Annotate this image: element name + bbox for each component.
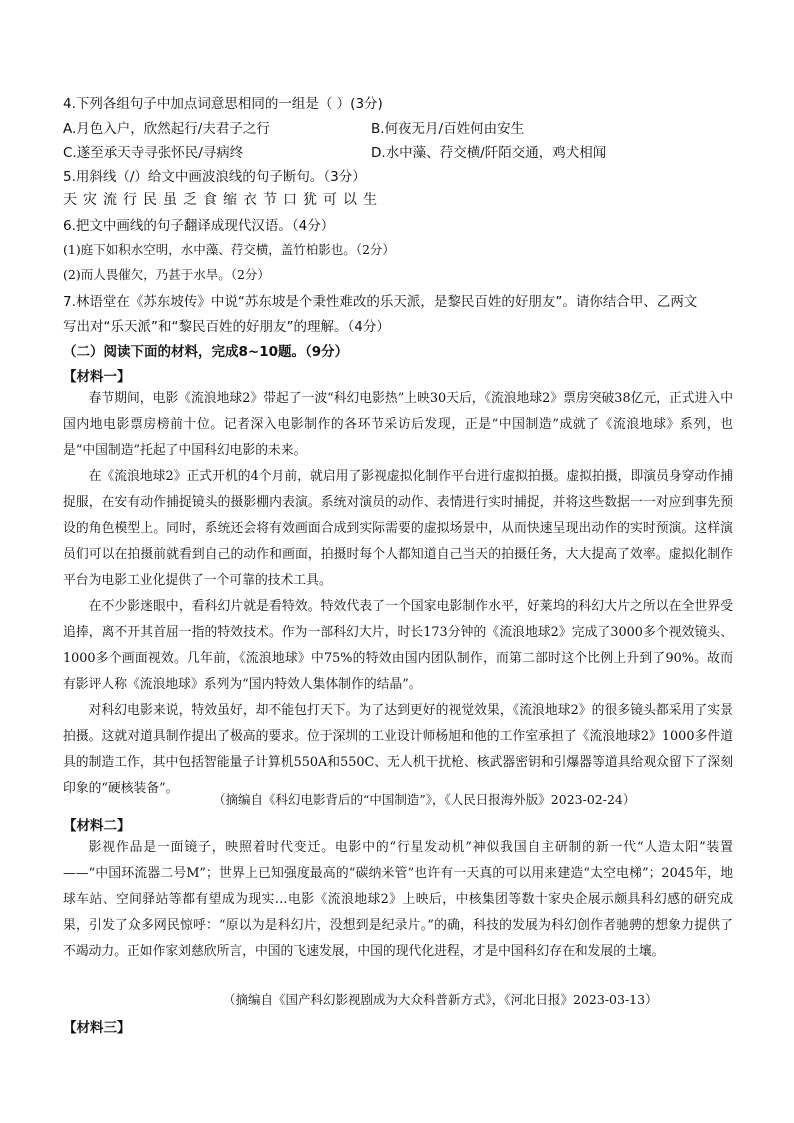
material-2-body <box>63 835 733 965</box>
question-6-stem: 6.把文中画线的句子翻译成现代汉语。（4分） <box>63 218 335 234</box>
question-4-stem: 4.下列各组句子中加点词意思相同的一组是（ ）(3分) <box>63 96 383 112</box>
material-1-paragraph-1: 春节期间，电影《流浪地球2》带起了一波“科幻电影热”上映30天后，《流浪地球2》票房突破38亿元，正式进入中国内地电影票房榜前十位。记者深入电影制作的各环节采访后发现，正是“中国制造”成就了《流浪地球》系列，也是“中国制造”托起了中国科幻电影的未来。 <box>63 391 733 458</box>
material-1-source: （摘编自《科幻电影背后的“中国制造”》，《人民日报海外版》2023-02-24） <box>213 792 636 807</box>
question-6-item-2: (2)而人畏催欠，乃甚于水旱。（2分） <box>63 267 270 282</box>
material-2-label: 【材料二】 <box>63 818 131 834</box>
material-1-paragraph-3: 在不少影迷眼中，看科幻片就是看特效。特效代表了一个国家电影制作水平，好莱坞的科幻大片之所以在全世界受追捧，离不开其首屈一指的特效技术。作为一部科幻大片，时长173分钟的《流浪地球2》完成了3000多个视效镜头、1000多个画面视效。几年前，《流浪地球》中75%的特效由国内团队制作，而第二部时这个比例上升到了90%。故而有影评人称《流浪地球》系列为“国内特效人集体制作的结晶”。 <box>63 599 733 692</box>
question-5-sentence: 天灾流行民虽乏食缩衣节口犹可以生 <box>63 192 383 208</box>
material-1-paragraph-4: 对科幻电影来说，特效虽好，却不能包打天下。为了达到更好的视觉效果，《流浪地球2》的很多镜头都采用了实景拍摄。这就对道具制作提出了极高的要求。位于深圳的工业设计师杨旭和他的工作室承担了《流浪地球2》1000多件道具的制造工作，其中包括智能量子计算机550A和550C、无人机干扰枪、核武器密钥和引爆器等道具给观众留下了深刻印象的“硬核装备”。 <box>63 703 733 796</box>
material-1-body <box>63 386 733 802</box>
section-2-heading: （二）阅读下面的材料，完成8~10题。（9分） <box>63 344 349 360</box>
material-1-label: 【材料一】 <box>63 369 131 385</box>
question-4-option-a: A.月色入户，欣然起行/夫君子之行 <box>63 121 270 137</box>
material-3-label: 【材料三】 <box>63 1020 131 1036</box>
question-4-option-c: C.遂至承天寺寻张怀民/寻病终 <box>63 145 244 161</box>
question-7-line-1: 7.林语堂在《苏东坡传》中说“苏东坡是个秉性难改的乐天派，是黎民百姓的好朋友”。请你结合甲、乙两文 <box>63 294 698 310</box>
question-7-line-2: 写出对“乐天派”和“黎民百姓的好朋友”的理解。（4分） <box>63 319 390 335</box>
material-2-source: （摘编自《国产科幻影视剧成为大众科普新方式》，《河北日报》2023-03-13） <box>223 992 658 1007</box>
question-4-option-b: B.何夜无月/百姓何由安生 <box>371 121 525 137</box>
material-1-paragraph-2: 在《流浪地球2》正式开机的4个月前，就启用了影视虚拟化制作平台进行虚拟拍摄。虚拟拍摄，即演员身穿动作捕捉服，在安有动作捕捉镜头的摄影棚内表演。系统对演员的动作、表情进行实时捕捉，并将这些数据一一对应到事先预设的角色模型上。同时，系统还会将有效画面合成到实际需要的虚拟场景中，从而快速呈现出动作的实时预演。这样演员们可以在拍摄前就看到自己的动作和画面，拍摄时每个人都知道自己当天的拍摄任务，大大提高了效率。虚拟化制作平台为电影工业化提供了一个可靠的技术工具。 <box>63 469 733 588</box>
question-6-item-1: (1)庭下如积水空明，水中藻、荇交横，盖竹柏影也。（2分） <box>63 242 395 257</box>
question-4-option-d: D.水中藻、荇交横/阡陌交通，鸡犬相闻 <box>371 145 607 161</box>
material-2-paragraph-1: 影视作品是一面镜子，映照着时代变迁。电影中的“行星发动机”神似我国自主研制的新一代“人造太阳”装置——“中国环流器二号M”；世界上已知强度最高的“碳纳米管”也许有一天真的可以用来建造“太空电梯”；2045年，地球车站、空间驿站等都有望成为现实…电影《流浪地球2》上映后，中核集团等数十家央企展示颇具科幻感的研究成果，引发了众多网民惊呼：“原以为是科幻片，没想到是纪录片。”的确，科技的发展为科幻创作者驰骋的想象力提供了不竭动力。正如作家刘慈欣所言，中国的飞速发展，中国的现代化进程，才是中国科幻存在和发展的土壤。 <box>63 840 733 959</box>
question-5-stem: 5.用斜线（/）给文中画波浪线的句子断句。（3分） <box>63 169 366 185</box>
